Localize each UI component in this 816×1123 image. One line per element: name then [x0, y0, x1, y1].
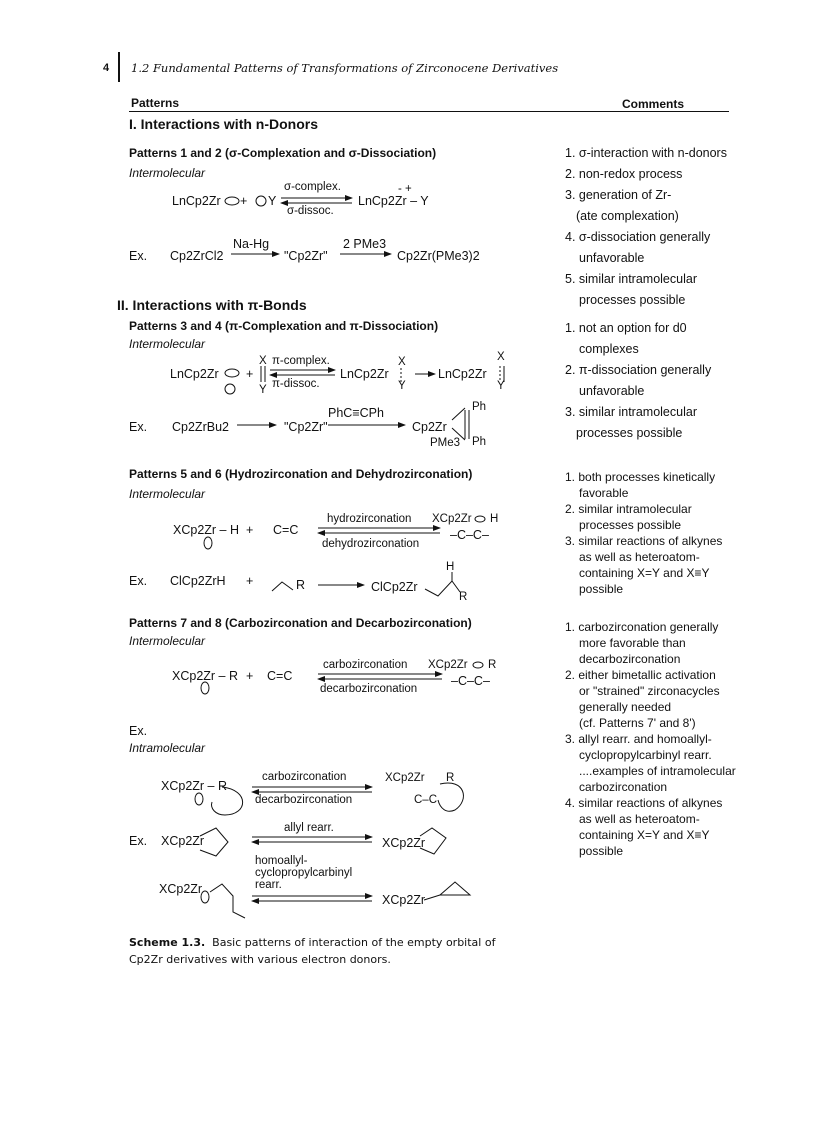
eq4-empty-orbital: [201, 682, 209, 694]
eq1-reactant: LnCp2Zr: [172, 194, 221, 208]
eq3-arrow-top: hydrozirconation: [327, 513, 412, 525]
intra2-reactant: XCp2Zr: [161, 834, 205, 848]
ex3-label: Ex.: [129, 574, 148, 588]
section-2-comments: 1. not an option for d0 complexes 2. π-dissociation generally unfavorable 3. similar intramolecular processes possible: [565, 321, 712, 440]
eq3-plus: +: [246, 523, 254, 537]
intra2-product-ring: [420, 828, 446, 854]
pattern-5-6-title: Patterns 5 and 6 (Hydrozirconation and Dehydrozirconation): [129, 467, 473, 481]
eq3-arrow-bottom: dehydrozirconation: [322, 538, 420, 550]
eq3-product-top: XCp2Zr: [432, 513, 472, 525]
eq4-arrow-top: carbozirconation: [323, 659, 408, 671]
ex3-product: ClCp2Zr: [371, 580, 418, 594]
ex2-alkyne-bond2: [452, 428, 465, 440]
intra1-product-ring: [438, 783, 463, 811]
ex1-arrow1: Na-Hg: [233, 237, 270, 251]
pattern-7-8-mode: Intermolecular: [129, 634, 206, 648]
column-head-patterns: Patterns: [131, 96, 180, 110]
ex2-alkyne-bond: [452, 408, 465, 420]
eq3-product-h: H: [490, 513, 499, 525]
ex3-r2: R: [459, 591, 468, 603]
ex1-product: Cp2Zr(PMe3)2: [397, 249, 480, 263]
intra1-arrow-top: carbozirconation: [262, 771, 347, 783]
pattern-5-6-mode: Intermolecular: [129, 487, 206, 501]
intra1-arrow-bottom: decarbozirconation: [255, 794, 353, 806]
pattern-1-2-mode: Intermolecular: [129, 166, 206, 180]
section-4-comments: 1. carbozirconation generally more favorable than decarbozirconation 2. either bimetallic activation or "strained" zirconacycles generally needed (cf. Patterns 7' and 8') 3. allyl rearr. and homoallyl- cyclopropylcarbinyl rearr. ....examples of intramolecular carbozirconation 4. similar reactions of alkynes as well as heteroatom- containing X=Y and X≡Y possible: [565, 620, 736, 858]
eq1-lone-pair: [256, 196, 266, 206]
scheme-caption: [129, 934, 495, 968]
eq1-charges: - +: [398, 183, 412, 195]
ex1-label: Ex.: [129, 249, 148, 263]
caption-line-1: Basic patterns of interaction of the empty orbital of: [212, 936, 496, 949]
intra1-product-r: R: [446, 772, 455, 784]
ex3-reactant: ClCp2ZrH: [170, 574, 226, 588]
intramolecular-mode: Intramolecular: [129, 741, 206, 755]
ex2-ph-bottom: Ph: [472, 436, 487, 448]
ex2-reactant: Cp2ZrBu2: [172, 420, 229, 434]
eq3-alkene: C=C: [273, 523, 299, 537]
eq2-y: Y: [259, 384, 267, 396]
ex3-h: H: [446, 561, 455, 573]
eq1-arrow-bottom: σ-dissoc.: [287, 205, 334, 217]
eq2-reactant: LnCp2Zr: [170, 367, 219, 381]
eq1-plus: +: [240, 194, 248, 208]
ex2-arrow: PhC≡CPh: [328, 406, 384, 420]
intra3-product-ring: [424, 895, 440, 900]
page-number: 4: [103, 62, 110, 74]
intra3-orbital: [201, 891, 209, 903]
eq2-product2: LnCp2Zr: [438, 367, 487, 381]
eq3-reactant: XCp2Zr – H: [173, 523, 239, 537]
intra1-tether: [212, 787, 243, 815]
intra1-reactant: XCp2Zr – R: [161, 779, 227, 793]
intra2-arrow-top: allyl rearr.: [284, 822, 334, 834]
eq3-product-orbital: [475, 516, 485, 522]
ex4-label: Ex.: [129, 724, 148, 738]
eq2-pi-orbital: [225, 384, 235, 394]
eq2-product1: LnCp2Zr: [340, 367, 389, 381]
eq1-empty-orbital: [225, 197, 239, 205]
section-3-comments: 1. both processes kinetically favorable 2. similar intramolecular processes possible 3. similar reactions of alkynes as well as heteroatom- containing X=Y and X≡Y possible: [565, 470, 723, 596]
ex2-product: Cp2Zr: [412, 420, 447, 434]
intra2-product: XCp2Zr: [382, 836, 426, 850]
eq2-product2-y: Y: [497, 380, 505, 392]
ex2-pme3: PMe3: [430, 437, 461, 449]
ex2-label: Ex.: [129, 420, 148, 434]
eq4-arrow-bottom: decarbozirconation: [320, 683, 418, 695]
intra1-product: XCp2Zr: [385, 772, 425, 784]
section-1-comments: 1. σ-interaction with n-donors 2. non-redox process 3. generation of Zr- (ate complexation) 4. σ-dissociation generally unfavorable 5. similar intramolecular processes possible: [565, 146, 727, 307]
ex3-product-chain: [425, 581, 460, 596]
intra3-reactant: XCp2Zr: [159, 882, 203, 896]
caption-label: Scheme 1.3.: [129, 936, 206, 949]
pattern-1-2-title: Patterns 1 and 2 (σ-Complexation and σ-Dissociation): [129, 146, 437, 160]
ex1-reactant: Cp2ZrCl2: [170, 249, 224, 263]
intra3-chain: [210, 884, 245, 918]
intra1-product-c: C–C: [414, 794, 438, 806]
intra1-empty-orbital: [195, 793, 203, 805]
eq4-product-r: R: [488, 659, 497, 671]
eq2-arrow-top: π-complex.: [272, 355, 330, 367]
ex2-intermediate: "Cp2Zr": [284, 420, 328, 434]
eq2-arrow-bottom: π-dissoc.: [272, 378, 320, 390]
caption-line-2: Cp2Zr derivatives with various electron donors.: [129, 953, 391, 966]
intra2-ring: [200, 828, 228, 856]
pattern-7-8-title: Patterns 7 and 8 (Carbozirconation and Decarbozirconation): [129, 616, 472, 630]
eq2-product1-y: Y: [398, 380, 406, 392]
eq1-arrow-top: σ-complex.: [284, 181, 341, 193]
eq3-empty-orbital: [204, 537, 212, 549]
intra2-label: Ex.: [129, 834, 148, 848]
eq4-product-chain: –C–C–: [451, 674, 490, 688]
intra3-product: XCp2Zr: [382, 893, 426, 907]
eq4-product-top: XCp2Zr: [428, 659, 468, 671]
ex3-alkene: [272, 582, 293, 591]
running-title: 1.2 Fundamental Patterns of Transformations of Zirconocene Derivatives: [131, 61, 559, 75]
eq2-x: X: [259, 355, 267, 367]
ex3-plus: +: [246, 574, 254, 588]
eq4-plus: +: [246, 669, 254, 683]
intra3-arrow-label: homoallyl- cyclopropylcarbinyl rearr.: [255, 855, 353, 891]
eq2-empty-orbital: [225, 369, 239, 377]
eq4-reactant: XCp2Zr – R: [172, 669, 238, 683]
section-2-heading: II. Interactions with π-Bonds: [117, 297, 307, 313]
eq2-product1-x: X: [398, 356, 406, 368]
ex1-intermediate: "Cp2Zr": [284, 249, 328, 263]
column-head-comments: Comments: [622, 97, 685, 111]
eq1-donor: Y: [268, 194, 277, 208]
eq4-alkene: C=C: [267, 669, 293, 683]
eq2-plus: +: [246, 367, 254, 381]
pattern-3-4-mode: Intermolecular: [129, 337, 206, 351]
pattern-3-4-title: Patterns 3 and 4 (π-Complexation and π-Dissociation): [129, 319, 439, 333]
ex3-r: R: [296, 578, 306, 592]
eq3-product-chain: –C–C–: [450, 528, 489, 542]
intra3-cyclopropane: [440, 882, 470, 895]
ex2-ph-top: Ph: [472, 401, 487, 413]
eq1-product: LnCp2Zr – Y: [358, 194, 429, 208]
eq4-product-orbital: [473, 662, 483, 668]
ex1-arrow2: 2 PMe3: [343, 237, 387, 251]
eq2-product2-x: X: [497, 351, 505, 363]
section-1-heading: I. Interactions with n-Donors: [129, 116, 319, 132]
